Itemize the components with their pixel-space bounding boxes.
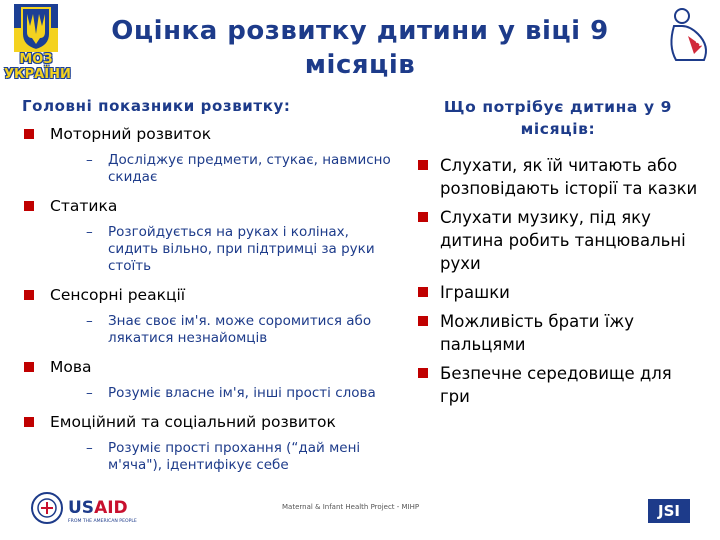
square-bullet-icon: [418, 212, 428, 222]
trident-shield-icon: [14, 4, 58, 52]
square-bullet-icon: [418, 160, 428, 170]
indicator-label: Сенсорні реакції: [50, 286, 186, 304]
right-column: [418, 96, 698, 408]
square-bullet-icon: [24, 201, 34, 211]
square-bullet-icon: [418, 287, 428, 297]
left-heading: Головні показники розвитку:: [22, 97, 291, 115]
list-item: [418, 310, 698, 356]
sub-item: [50, 152, 402, 186]
sub-item-text: Розуміє власне ім'я, інші прості слова: [108, 385, 376, 401]
slide-title: Оцінка розвитку дитини у віці 9 місяців: [111, 16, 609, 80]
right-heading: Що потрібує дитина у 9 місяців:: [443, 98, 673, 138]
need-text: Слухати, як їй читають або розповідають історії та казки: [440, 156, 698, 198]
sub-item: [50, 440, 402, 474]
dash-bullet-icon: –: [86, 440, 93, 456]
square-bullet-icon: [24, 129, 34, 139]
square-bullet-icon: [24, 362, 34, 372]
list-item: [22, 412, 402, 474]
dash-bullet-icon: –: [86, 152, 93, 168]
list-item: [418, 362, 698, 408]
list-item: [22, 196, 402, 275]
sub-item: [50, 224, 402, 275]
mother-child-icon: [664, 6, 714, 64]
sub-item-text: Досліджує предмети, стукає, навмисно скидає: [108, 152, 391, 185]
jsi-logo: JSI: [648, 499, 690, 523]
sub-item-text: Розгойдується на руках і колінах, сидить вільно, при підтримці за руки стоїть: [108, 224, 375, 274]
square-bullet-icon: [418, 316, 428, 326]
usaid-tagline: FROM THE AMERICAN PEOPLE: [68, 519, 137, 524]
need-text: Іграшки: [440, 283, 510, 302]
list-item: [22, 124, 402, 186]
moz-logo: [4, 4, 71, 88]
dash-bullet-icon: –: [86, 385, 93, 401]
indicator-list: [22, 124, 402, 474]
need-text: Слухати музику, під яку дитина робить танцювальні рухи: [440, 208, 686, 273]
indicator-label: Емоційний та соціальний розвиток: [50, 413, 336, 431]
left-column: [22, 96, 402, 474]
sub-item: [50, 385, 402, 402]
list-item: [418, 281, 698, 304]
dash-bullet-icon: –: [86, 224, 93, 240]
square-bullet-icon: [24, 417, 34, 427]
list-item: [418, 154, 698, 200]
moz-logo-line1: МОЗ: [19, 52, 53, 67]
moz-logo-line2: УКРАЇНИ: [4, 67, 71, 82]
list-item: [22, 285, 402, 347]
project-footer: Maternal & Infant Health Project - MIHP: [282, 503, 420, 511]
need-text: Можливість брати їжу пальцями: [440, 312, 634, 354]
sub-item: [50, 313, 402, 347]
list-item: [22, 357, 402, 402]
need-text: Безпечне середовище для гри: [440, 364, 672, 406]
indicator-label: Моторний розвиток: [50, 125, 212, 143]
square-bullet-icon: [24, 290, 34, 300]
usaid-logo: [30, 489, 150, 527]
needs-list: [418, 154, 698, 408]
dash-bullet-icon: –: [86, 313, 93, 329]
usaid-wordmark: USAID: [68, 498, 128, 518]
sub-item-text: Розуміє прості прохання (“дай мені м'яча"), ідентифікує себе: [108, 440, 361, 473]
indicator-label: Статика: [50, 197, 118, 215]
square-bullet-icon: [418, 368, 428, 378]
sub-item-text: Знає своє ім'я. може соромитися або лякатися незнайомців: [108, 313, 372, 346]
list-item: [418, 206, 698, 275]
indicator-label: Мова: [50, 358, 92, 376]
